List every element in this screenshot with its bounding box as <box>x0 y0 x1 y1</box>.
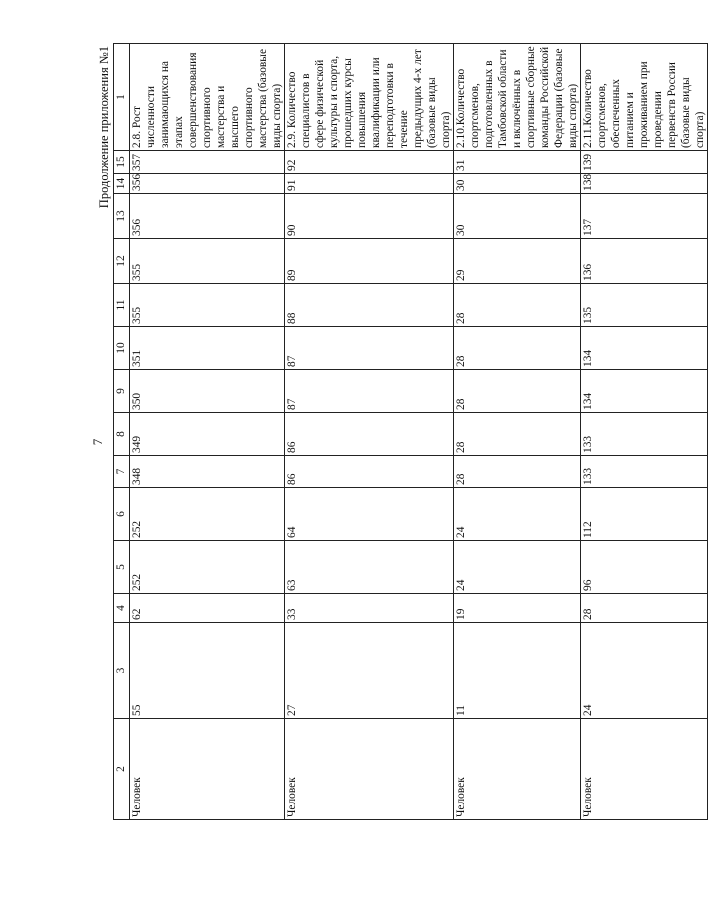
header-cell: 2 <box>114 719 130 820</box>
value-cell: 135 <box>581 284 708 327</box>
indicators-table <box>113 43 708 820</box>
table-caption: Продолжение приложения №1 <box>97 46 111 209</box>
header-cell: 5 <box>114 541 130 594</box>
value-cell: 28 <box>454 456 581 488</box>
value-cell: 30 <box>454 194 581 239</box>
header-cell: 1 <box>114 44 130 151</box>
value-cell: 348 <box>130 456 285 488</box>
value-cell: 350 <box>130 370 285 413</box>
value-cell: 30 <box>454 174 581 194</box>
unit-cell: Человек <box>454 719 581 820</box>
table-row <box>454 44 581 820</box>
header-cell: 11 <box>114 284 130 327</box>
unit-cell: Человек <box>581 719 708 820</box>
value-cell: 19 <box>454 594 581 623</box>
value-cell: 11 <box>454 623 581 719</box>
table-row <box>581 44 708 820</box>
value-cell: 55 <box>130 623 285 719</box>
header-cell: 8 <box>114 413 130 456</box>
value-cell: 29 <box>454 239 581 284</box>
value-cell: 136 <box>581 239 708 284</box>
value-cell: 351 <box>130 327 285 370</box>
value-cell: 24 <box>454 541 581 594</box>
value-cell: 28 <box>454 370 581 413</box>
value-cell: 349 <box>130 413 285 456</box>
value-cell: 252 <box>130 541 285 594</box>
value-cell: 28 <box>454 327 581 370</box>
value-cell: 133 <box>581 456 708 488</box>
indicator-cell: 2.8. Рост численности занимающихся на этапах совершенствования спортивного мастерства и высшего спортивного мастерства (базовые виды спорта) <box>130 44 285 151</box>
value-cell: 28 <box>454 413 581 456</box>
value-cell: 356 <box>130 174 285 194</box>
indicator-cell: 2.9. Количество специалистов в сфере физической культуры и спорта, прошедших курсы повышения квалификации или переподготовки в течение предыдущих 4-х лет (базовые виды спорта) <box>285 44 454 151</box>
page-number: 7 <box>90 438 105 446</box>
header-cell: 3 <box>114 623 130 719</box>
value-cell: 357 <box>130 151 285 174</box>
header-cell: 15 <box>114 151 130 174</box>
value-cell: 96 <box>581 541 708 594</box>
value-cell: 134 <box>581 327 708 370</box>
value-cell: 24 <box>581 623 708 719</box>
value-cell: 87 <box>285 327 454 370</box>
table-header-row <box>114 44 130 820</box>
header-cell: 6 <box>114 488 130 541</box>
value-cell: 92 <box>285 151 454 174</box>
value-cell: 252 <box>130 488 285 541</box>
value-cell: 27 <box>285 623 454 719</box>
value-cell: 28 <box>454 284 581 327</box>
unit-cell: Человек <box>130 719 285 820</box>
table-row <box>285 44 454 820</box>
header-cell: 9 <box>114 370 130 413</box>
table-row <box>130 44 285 820</box>
value-cell: 64 <box>285 488 454 541</box>
value-cell: 89 <box>285 239 454 284</box>
value-cell: 112 <box>581 488 708 541</box>
value-cell: 31 <box>454 151 581 174</box>
unit-cell: Человек <box>285 719 454 820</box>
value-cell: 86 <box>285 456 454 488</box>
indicator-cell: 2.11.Количество спортсменов, обеспеченных питанием и проживанием при проведении первенств России (базовые виды спорта) <box>581 44 708 151</box>
value-cell: 137 <box>581 194 708 239</box>
header-cell: 10 <box>114 327 130 370</box>
value-cell: 355 <box>130 284 285 327</box>
header-cell: 14 <box>114 174 130 194</box>
value-cell: 139 <box>581 151 708 174</box>
value-cell: 62 <box>130 594 285 623</box>
value-cell: 28 <box>581 594 708 623</box>
header-cell: 13 <box>114 194 130 239</box>
value-cell: 134 <box>581 370 708 413</box>
value-cell: 91 <box>285 174 454 194</box>
value-cell: 24 <box>454 488 581 541</box>
value-cell: 63 <box>285 541 454 594</box>
value-cell: 87 <box>285 370 454 413</box>
value-cell: 90 <box>285 194 454 239</box>
value-cell: 86 <box>285 413 454 456</box>
header-cell: 7 <box>114 456 130 488</box>
value-cell: 133 <box>581 413 708 456</box>
indicator-cell: 2.10.Количество спортсменов, подготовленных в Тамбовской области и включённых в спортивные сборные команды Российской Федерации (базовые виды спорта) <box>454 44 581 151</box>
value-cell: 88 <box>285 284 454 327</box>
rotated-table-block <box>97 44 706 820</box>
value-cell: 138 <box>581 174 708 194</box>
header-cell: 4 <box>114 594 130 623</box>
value-cell: 355 <box>130 239 285 284</box>
value-cell: 356 <box>130 194 285 239</box>
value-cell: 33 <box>285 594 454 623</box>
header-cell: 12 <box>114 239 130 284</box>
